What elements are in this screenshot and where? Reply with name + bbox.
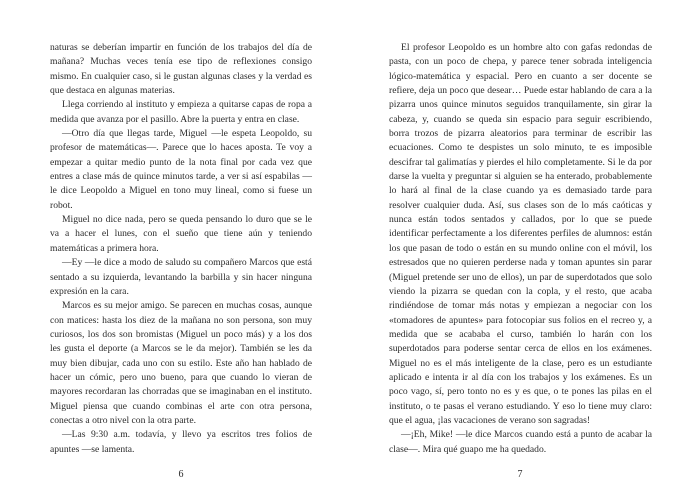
- right-page: [350, 0, 700, 503]
- paragraph: —Ey —le dice a modo de saludo su compañero Marcos que está sentado a su izquierda, levantando la barbilla y sin hacer ninguna expresión en la cara.: [50, 257, 312, 297]
- paragraph: —Las 9:30 a.m. todavía, y llevo ya escritos tres folios de apuntes —se lamenta.: [50, 429, 312, 455]
- page-number: 7: [517, 469, 523, 480]
- left-page-text: [50, 41, 312, 457]
- paragraph: El profesor Leopoldo es un hombre alto con gafas redondas de pasta, con un poco de chepa, y parece tener sobrada inteligencia lógico-matemática y espacial. Pero en cuanto a ser docente se refiere, deja un poco que desear… Puede estar hablando de cara a la pizarra unos quince minutos seguidos tranquilamente, sin girar la cabeza, y, cuando se queda sin espacio para seguir escribiendo, borra trozos de pizarra aleatorios para terminar de escribir las ecuaciones. Como te despistes un solo minuto, te es imposible descifrar tal galimatías y pierdes el hilo completamente. Si le da por darse la vuelta y preguntar si alguien se ha enterado, probablemente lo hará al final de la clase cuando ya es demasiado tarde para resolver cualquier duda. Así, sus clases son de lo más caóticas y nunca están todos sentados y callados, por lo que se puede identificar perfectamente a los diferentes perfiles de alumnos: están los que pasan de todo o están en su mundo online con el móvil, los estresados que no quieren perderse nada y toman apuntes sin parar (Miguel pretende ser uno de ellos), un par de superdotados que solo viendo la pizarra se quedan con la copla, y el resto, que acaba rindiéndose de tomar más notas y empiezan a negociar con los «tomadores de apuntes» para fotocopiar sus folios en el recreo y, a medida que se acababa el curso, también lo harán con los superdotados para poderse sentar cerca de ellos en los exámenes. Miguel no es el más inteligente de la clase, pero es un estudiante aplicado e intenta ir al día con los trabajos y los exámenes. Es un poco vago, sí, pero tonto no es y es que, o te pones las pilas en el instituto, o te pasas el verano estudiando. Y eso lo tiene muy claro: que el agua, ¡las vacaciones de verano son sagradas!: [389, 42, 652, 426]
- paragraph: Marcos es su mejor amigo. Se parecen en muchas cosas, aunque con matices: hasta los diez de la mañana no son persona, son muy curiosos, los dos son bromistas (Miguel un poco más) y a los dos les gusta el deporte (a Marcos se le da mejor). También se les da muy bien dibujar, cada uno con su estilo. Este año han hablado de hacer un cómic, pero uno bueno, para que cuando lo vieran de mayores recordaran las chorradas que se imaginaban en el instituto. Miguel piensa que cuando combinas el arte con otra persona, conectas a otro nivel con la otra parte.: [50, 300, 312, 426]
- paragraph: Llega corriendo al instituto y empieza a quitarse capas de ropa a medida que avanza por el pasillo. Abre la puerta y entra en clase.: [50, 99, 312, 125]
- paragraph: —Otro día que llegas tarde, Miguel —le espeta Leopoldo, su profesor de matemáticas—. Parece que lo haces aposta. Te voy a empezar a quitar medio punto de la nota final por cada vez que entres a clase más de quince minutos tarde, a ver si así espabilas —le dice Leopoldo a Miguel en tono muy lineal, como si fuese un robot.: [50, 128, 312, 211]
- paragraph: Miguel no dice nada, pero se queda pensando lo duro que se le va a hacer el lunes, con el sueño que tiene aún y teniendo matemáticas a primera hora.: [50, 214, 312, 254]
- right-page-text: [389, 41, 652, 457]
- paragraph: —¡Eh, Mike! —le dice Marcos cuando está a punto de acabar la clase—. Mira qué guapo me ha quedado.: [389, 429, 652, 455]
- paragraph: naturas se deberían impartir en función de los trabajos del día de mañana? Muchas veces tenía ese tipo de reflexiones consigo mismo. En cualquier caso, si le gustan algunas clases y la verdad es que destaca en algunas materias.: [50, 42, 312, 97]
- page-number: 6: [178, 469, 184, 480]
